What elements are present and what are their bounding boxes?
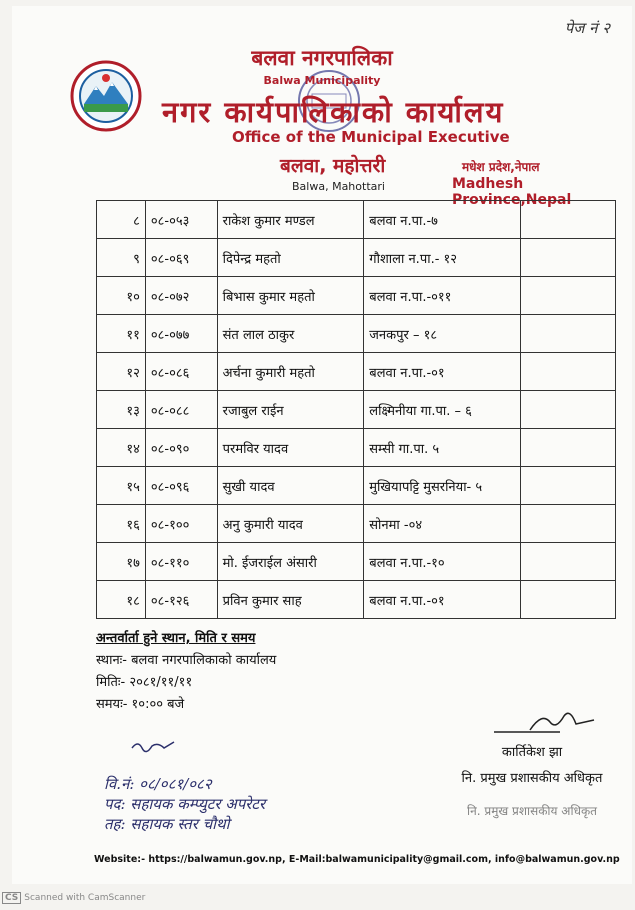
scanner-text: Scanned with CamScanner [24, 893, 146, 903]
cell-roll-no: ०८-०९६ [145, 467, 217, 505]
camscanner-logo-icon: CS [2, 892, 21, 904]
officer-signature-icon [490, 708, 600, 738]
cell-address: सोनमा -०४ [364, 505, 521, 543]
place-np: बलवा, महोत्तरी [280, 155, 386, 177]
cell-name: दिपेन्द्र महतो [217, 239, 364, 277]
municipality-name-np: बलवा नगरपालिका [251, 46, 393, 70]
cell-serial: १० [97, 277, 146, 315]
cell-address: मुखियापट्टि मुसरनिया- ५ [364, 467, 521, 505]
interview-place: स्थानः- बलवा नगरपालिकाको कार्यालय [96, 653, 277, 668]
table-row [97, 277, 616, 315]
table-row [97, 201, 616, 239]
table-row [97, 239, 616, 277]
signatory-name: कार्तिकेश झा [501, 745, 563, 760]
page-number: पेज नं २ [564, 19, 610, 37]
cell-address: सम्सी गा.पा. ५ [364, 429, 521, 467]
cell-remark [521, 201, 616, 239]
cell-address: बलवा न.पा.-१० [364, 543, 521, 581]
cell-remark [521, 543, 616, 581]
place-en: Balwa, Mahottari [292, 180, 385, 193]
cell-name: राकेश कुमार मण्डल [217, 201, 364, 239]
interview-info [96, 628, 276, 716]
cell-name: अनु कुमारी यादव [217, 505, 364, 543]
cell-serial: १८ [97, 581, 146, 619]
cell-remark [521, 391, 616, 429]
handwritten-note [104, 774, 265, 834]
cell-remark [521, 277, 616, 315]
cell-roll-no: ०८-०७७ [145, 315, 217, 353]
cell-serial: १६ [97, 505, 146, 543]
table-row [97, 429, 616, 467]
cell-remark [521, 505, 616, 543]
cell-roll-no: ०८-११० [145, 543, 217, 581]
cell-serial: १२ [97, 353, 146, 391]
cell-roll-no: ०८-०८६ [145, 353, 217, 391]
candidate-table [96, 200, 616, 619]
cell-serial: ९ [97, 239, 146, 277]
cell-roll-no: ०८-०६९ [145, 239, 217, 277]
initial-signature-icon [130, 736, 180, 756]
cell-roll-no: ०८-०५३ [145, 201, 217, 239]
cell-name: रजाबुल राईन [217, 391, 364, 429]
cell-serial: ८ [97, 201, 146, 239]
cell-roll-no: ०८-१२६ [145, 581, 217, 619]
cell-serial: १३ [97, 391, 146, 429]
cell-name: अर्चना कुमारी महतो [217, 353, 364, 391]
cell-address: जनकपुर – १८ [364, 315, 521, 353]
cell-address: बलवा न.पा.-०१ [364, 581, 521, 619]
cell-address: लक्ष्मिनीया गा.पा. – ६ [364, 391, 521, 429]
interview-date: मितिः- २०८१/११/११ [96, 675, 193, 690]
cell-serial: ११ [97, 315, 146, 353]
cell-roll-no: ०८-०७२ [145, 277, 217, 315]
cell-address: बलवा न.पा.-०१ [364, 353, 521, 391]
office-name-np: नगर कार्यपालिकाको कार्यालय [162, 95, 505, 129]
signatory-stamp: नि. प्रमुख प्रशासकीय अधिकृत [466, 804, 598, 818]
cell-name: परमविर यादव [217, 429, 364, 467]
cell-name: प्रविन कुमार साह [217, 581, 364, 619]
cell-remark [521, 353, 616, 391]
handwritten-line-3: तह: सहायक स्तर चौथो [104, 815, 230, 833]
cell-remark [521, 581, 616, 619]
cell-remark [521, 315, 616, 353]
cell-name: मो. ईजराईल अंसारी [217, 543, 364, 581]
cell-serial: १७ [97, 543, 146, 581]
cell-address: गौशाला न.पा.- १२ [364, 239, 521, 277]
scanner-watermark [2, 892, 145, 904]
cell-roll-no: ०८-०८८ [145, 391, 217, 429]
table-row [97, 391, 616, 429]
interview-time: समयः- १०:०० बजे [96, 697, 185, 712]
province-np: मधेश प्रदेश,नेपाल [462, 160, 540, 174]
footer-contact: Website:- https://balwamun.gov.np, E-Mail:balwamunicipality@gmail.com, info@balwamun.gov.np [94, 854, 620, 865]
handwritten-line-1: वि.नं: ०८/०८१/०८२ [104, 775, 212, 793]
cell-roll-no: ०८-०९० [145, 429, 217, 467]
province-en: Madhesh Province,Nepal [452, 176, 572, 208]
cell-remark [521, 239, 616, 277]
document-page [12, 6, 632, 884]
handwritten-line-2: पद: सहायक कम्प्युटर अपरेटर [104, 795, 266, 813]
cell-name: सुखी यादव [217, 467, 364, 505]
cell-address: बलवा न.पा.-७ [364, 201, 521, 239]
signatory-post: नि. प्रमुख प्रशासकीय अधिकृत [461, 771, 603, 786]
cell-address: बलवा न.पा.-०११ [364, 277, 521, 315]
cell-remark [521, 467, 616, 505]
municipality-name-en: Balwa Municipality [263, 74, 381, 87]
cell-serial: १४ [97, 429, 146, 467]
cell-remark [521, 429, 616, 467]
interview-title: अन्तर्वार्ता हुने स्थान, मिति र समय [96, 631, 256, 646]
table-row [97, 581, 616, 619]
table-row [97, 315, 616, 353]
table-row [97, 543, 616, 581]
office-name-en: Office of the Municipal Executive [232, 128, 510, 146]
cell-name: संत लाल ठाकुर [217, 315, 364, 353]
table-row [97, 467, 616, 505]
cell-name: बिभास कुमार महतो [217, 277, 364, 315]
cell-roll-no: ०८-१०० [145, 505, 217, 543]
table-row [97, 505, 616, 543]
cell-serial: १५ [97, 467, 146, 505]
table-row [97, 353, 616, 391]
